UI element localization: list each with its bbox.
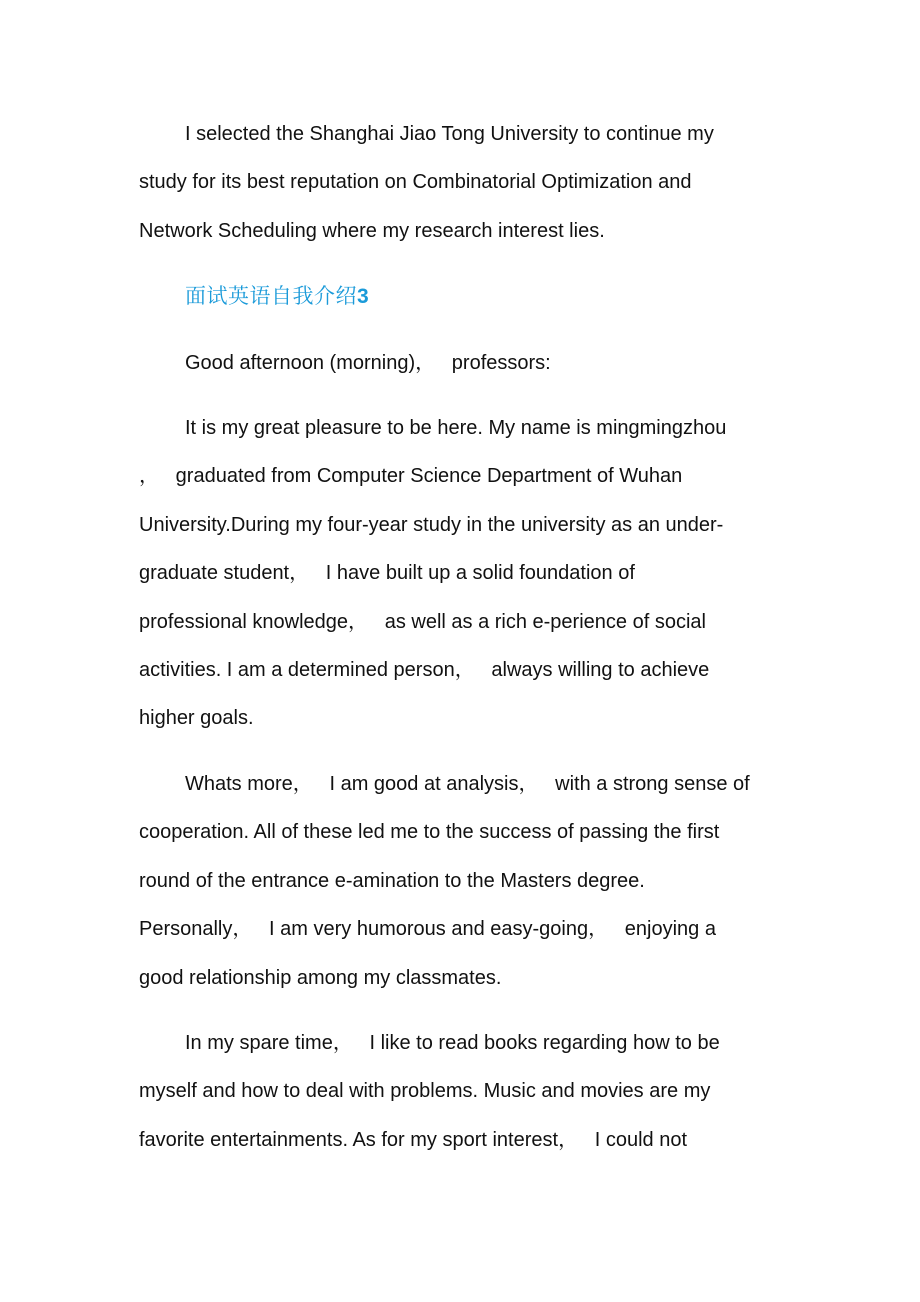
- text-line: round of the entrance e-amination to the Masters degree.: [139, 869, 645, 892]
- document-body: [139, 110, 784, 1181]
- text-line: higher goals.: [139, 707, 254, 730]
- section-heading-number: 3: [357, 285, 369, 309]
- text-line: cooperation. All of these led me to the success of passing the first: [139, 821, 720, 844]
- paragraph-hobbies: [139, 1019, 784, 1164]
- text-line: Whats more， I am good at analysis， with a strong sense of: [185, 772, 750, 795]
- paragraph-introduction: [139, 404, 784, 743]
- text-line: Network Scheduling where my research interest lies.: [139, 219, 605, 242]
- text-line: study for its best reputation on Combinatorial Optimization and: [139, 171, 692, 194]
- paragraph-university-choice: [139, 110, 784, 255]
- text-line: ， graduated from Computer Science Department of Wuhan: [139, 465, 683, 488]
- paragraph-personality: [139, 760, 784, 1002]
- paragraph-greeting: [139, 339, 784, 387]
- text-line: favorite entertainments. As for my sport interest， I could not: [139, 1128, 688, 1151]
- text-line: Good afternoon (morning)， professors:: [185, 351, 551, 374]
- text-line: University.During my four-year study in the university as an under-: [139, 513, 724, 536]
- text-line: It is my great pleasure to be here. My name is mingmingzhou: [185, 417, 727, 440]
- text-line: Personally， I am very humorous and easy-going， enjoying a: [139, 918, 716, 941]
- text-line: professional knowledge， as well as a rich e-perience of social: [139, 610, 706, 633]
- section-heading-text: 面试英语自我介绍: [185, 284, 357, 309]
- section-heading: [139, 272, 784, 321]
- text-line: good relationship among my classmates.: [139, 966, 502, 989]
- text-line: activities. I am a determined person， always willing to achieve: [139, 659, 710, 682]
- text-line: myself and how to deal with problems. Music and movies are my: [139, 1080, 711, 1103]
- text-line: In my spare time， I like to read books regarding how to be: [185, 1031, 720, 1054]
- text-line: graduate student， I have built up a solid foundation of: [139, 562, 635, 585]
- text-line: I selected the Shanghai Jiao Tong University to continue my: [185, 123, 714, 145]
